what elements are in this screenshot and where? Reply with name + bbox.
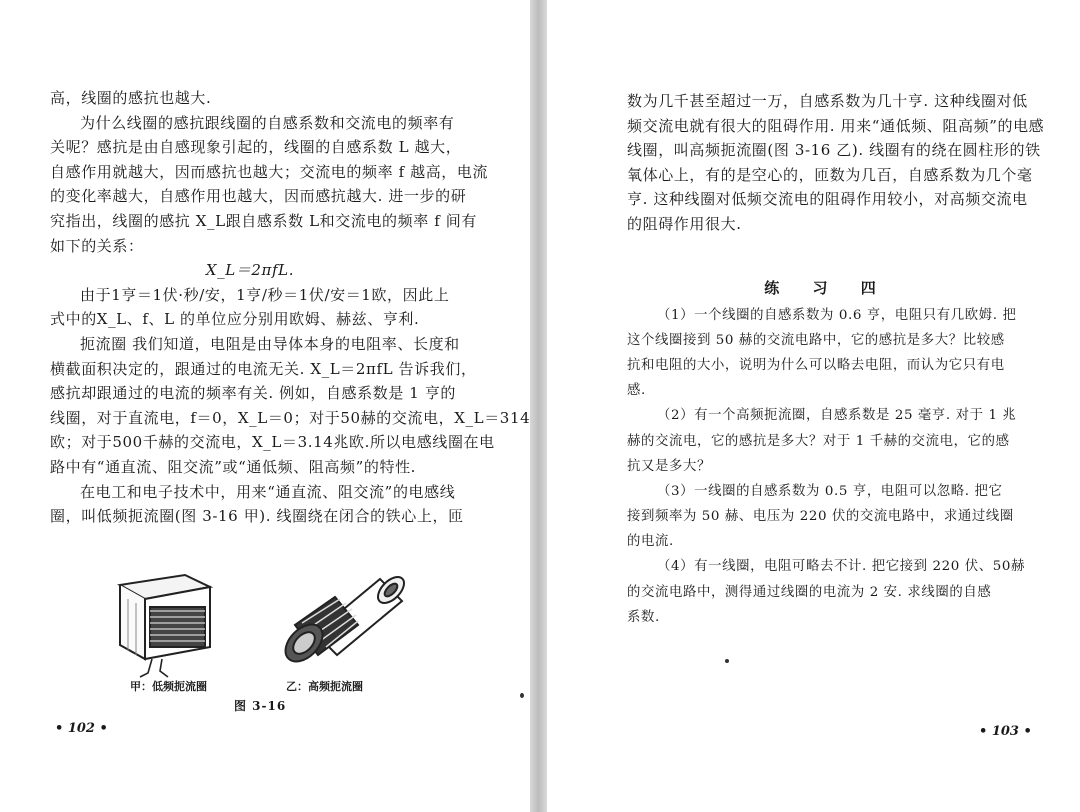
exercise-line: （2）有一个高频扼流圈，自感系数是 25 毫亨. 对于 1 兆 [657,408,1017,424]
spacer [627,237,1027,273]
exercise-line: 抗和电阻的大小，说明为什么可以略去电阻，而认为它只有电 [627,357,1005,373]
right-page-text [627,89,1045,630]
text-line: 感抗却跟通过的电流的频率有关. 例如，自感系数是 1 亨的 [50,384,457,403]
high-frequency-choke-illustration [279,572,409,668]
text-line: 横截面积决定的，跟通过的电流无关. X_L＝2πfL 告诉我们， [50,359,477,378]
text-line: 路中有“通直流、阻交流”或“通低频、阻高频”的特性. [50,457,417,476]
text-line: 为什么线圈的感抗跟线圈的自感系数和交流电的频率有 [80,113,455,132]
text-line: 关呢？感抗是由自感现象引起的，线圈的自感系数 L 越大， [50,138,462,157]
text-line: 亨. 这种线圈对低频交流电的阻碍作用较小，对高频交流电 [627,190,1028,209]
text-line: 氧体心上，有的是空心的，匝数为几百，自感系数为几个毫 [627,165,1033,184]
figure-caption-high-frequency: 乙：高频扼流圈 [286,680,363,693]
exercise-line: （4）有一线圈，电阻可略去不计. 把它接到 220 伏、50赫 [657,559,1025,575]
exercise-line: 这个线圈接到 50 赫的交流电路中，它的感抗是多大？比较感 [627,332,1005,348]
low-frequency-choke-illustration [120,575,210,677]
text-line: 线圈，叫高频扼流圈(图 3-16 乙). 线圈有的绕在圆柱形的铁 [627,141,1041,160]
exercise-line: 抗又是多大？ [627,458,711,474]
text-line: 频交流电就有很大的阻碍作用. 用来“通低频、阻高频”的电感 [627,116,1045,135]
exercise-line: 的交流电路中，测得通过线圈的电流为 2 安. 求线圈的自感 [627,584,992,600]
left-page [0,0,530,812]
page-number-left: • 102 • [55,721,108,736]
exercise-line: 系数. [627,609,660,625]
left-page-text [50,86,531,529]
book-gutter [530,0,547,812]
exercise-line: 赫的交流电，它的感抗是多大？对于 1 千赫的交流电，它的感 [627,433,1010,449]
page-number-right: • 103 • [979,724,1032,739]
text-line: 由于1亨＝1伏·秒/安，1亨/秒＝1伏/安＝1欧，因此上 [80,285,450,304]
exercise-line: 的电流. [627,534,674,550]
text-line: 式中的X_L、f、L 的单位应分别用欧姆、赫兹、亨利. [50,310,420,329]
exercise-line: 感. [627,383,646,399]
exercise-line: （3）一线圈的自感系数为 0.5 亨，电阻可以忽略. 把它 [657,483,1003,499]
text-line: 扼流圈 我们知道，电阻是由导体本身的电阻率、长度和 [80,334,460,353]
text-line: 如下的关系： [50,236,144,255]
text-line: 在电工和电子技术中，用来“通直流、阻交流”的电感线 [80,482,456,501]
exercise-line: 接到频率为 50 赫、电压为 220 伏的交流电路中，求通过线圈 [627,509,1014,525]
print-speck [725,659,729,663]
text-line: 欧；对于500千赫的交流电，X_L＝3.14兆欧.所以电感线圈在电 [50,433,495,452]
figure-caption-low-frequency: 甲：低频扼流圈 [130,680,207,693]
print-speck [520,693,524,698]
text-line: 高，线圈的感抗也越大. [50,89,212,107]
text-line: 的阻碍作用很大. [627,214,742,233]
text-line: 数为几千甚至超过一万，自感系数为几十亨. 这种线圈对低 [627,92,1028,110]
formula-line: X_L＝2πfL. [205,261,295,280]
right-page [547,0,1080,812]
text-line: 线圈，对于直流电，f＝0，X_L＝0；对于50赫的交流电，X_L＝314 [50,408,531,427]
text-line: 自感作用就越大，因而感抗也越大；交流电的频率 f 越高，电流 [50,162,489,181]
text-line: 究指出，线圈的感抗 X_L跟自感系数 L和交流电的频率 f 间有 [50,211,477,230]
exercise-line: （1）一个线圈的自感系数为 0.6 亨，电阻只有几欧姆. 把 [657,307,1017,323]
figure-title: 图 3-16 [234,699,287,713]
exercise-heading: 练 习 四 [764,278,890,297]
text-line: 的变化率越大，自感作用也越大，因而感抗越大. 进一步的研 [50,187,467,206]
text-line: 圈，叫低频扼流圈(图 3-16 甲). 线圈绕在闭合的铁心上，匝 [50,507,464,526]
